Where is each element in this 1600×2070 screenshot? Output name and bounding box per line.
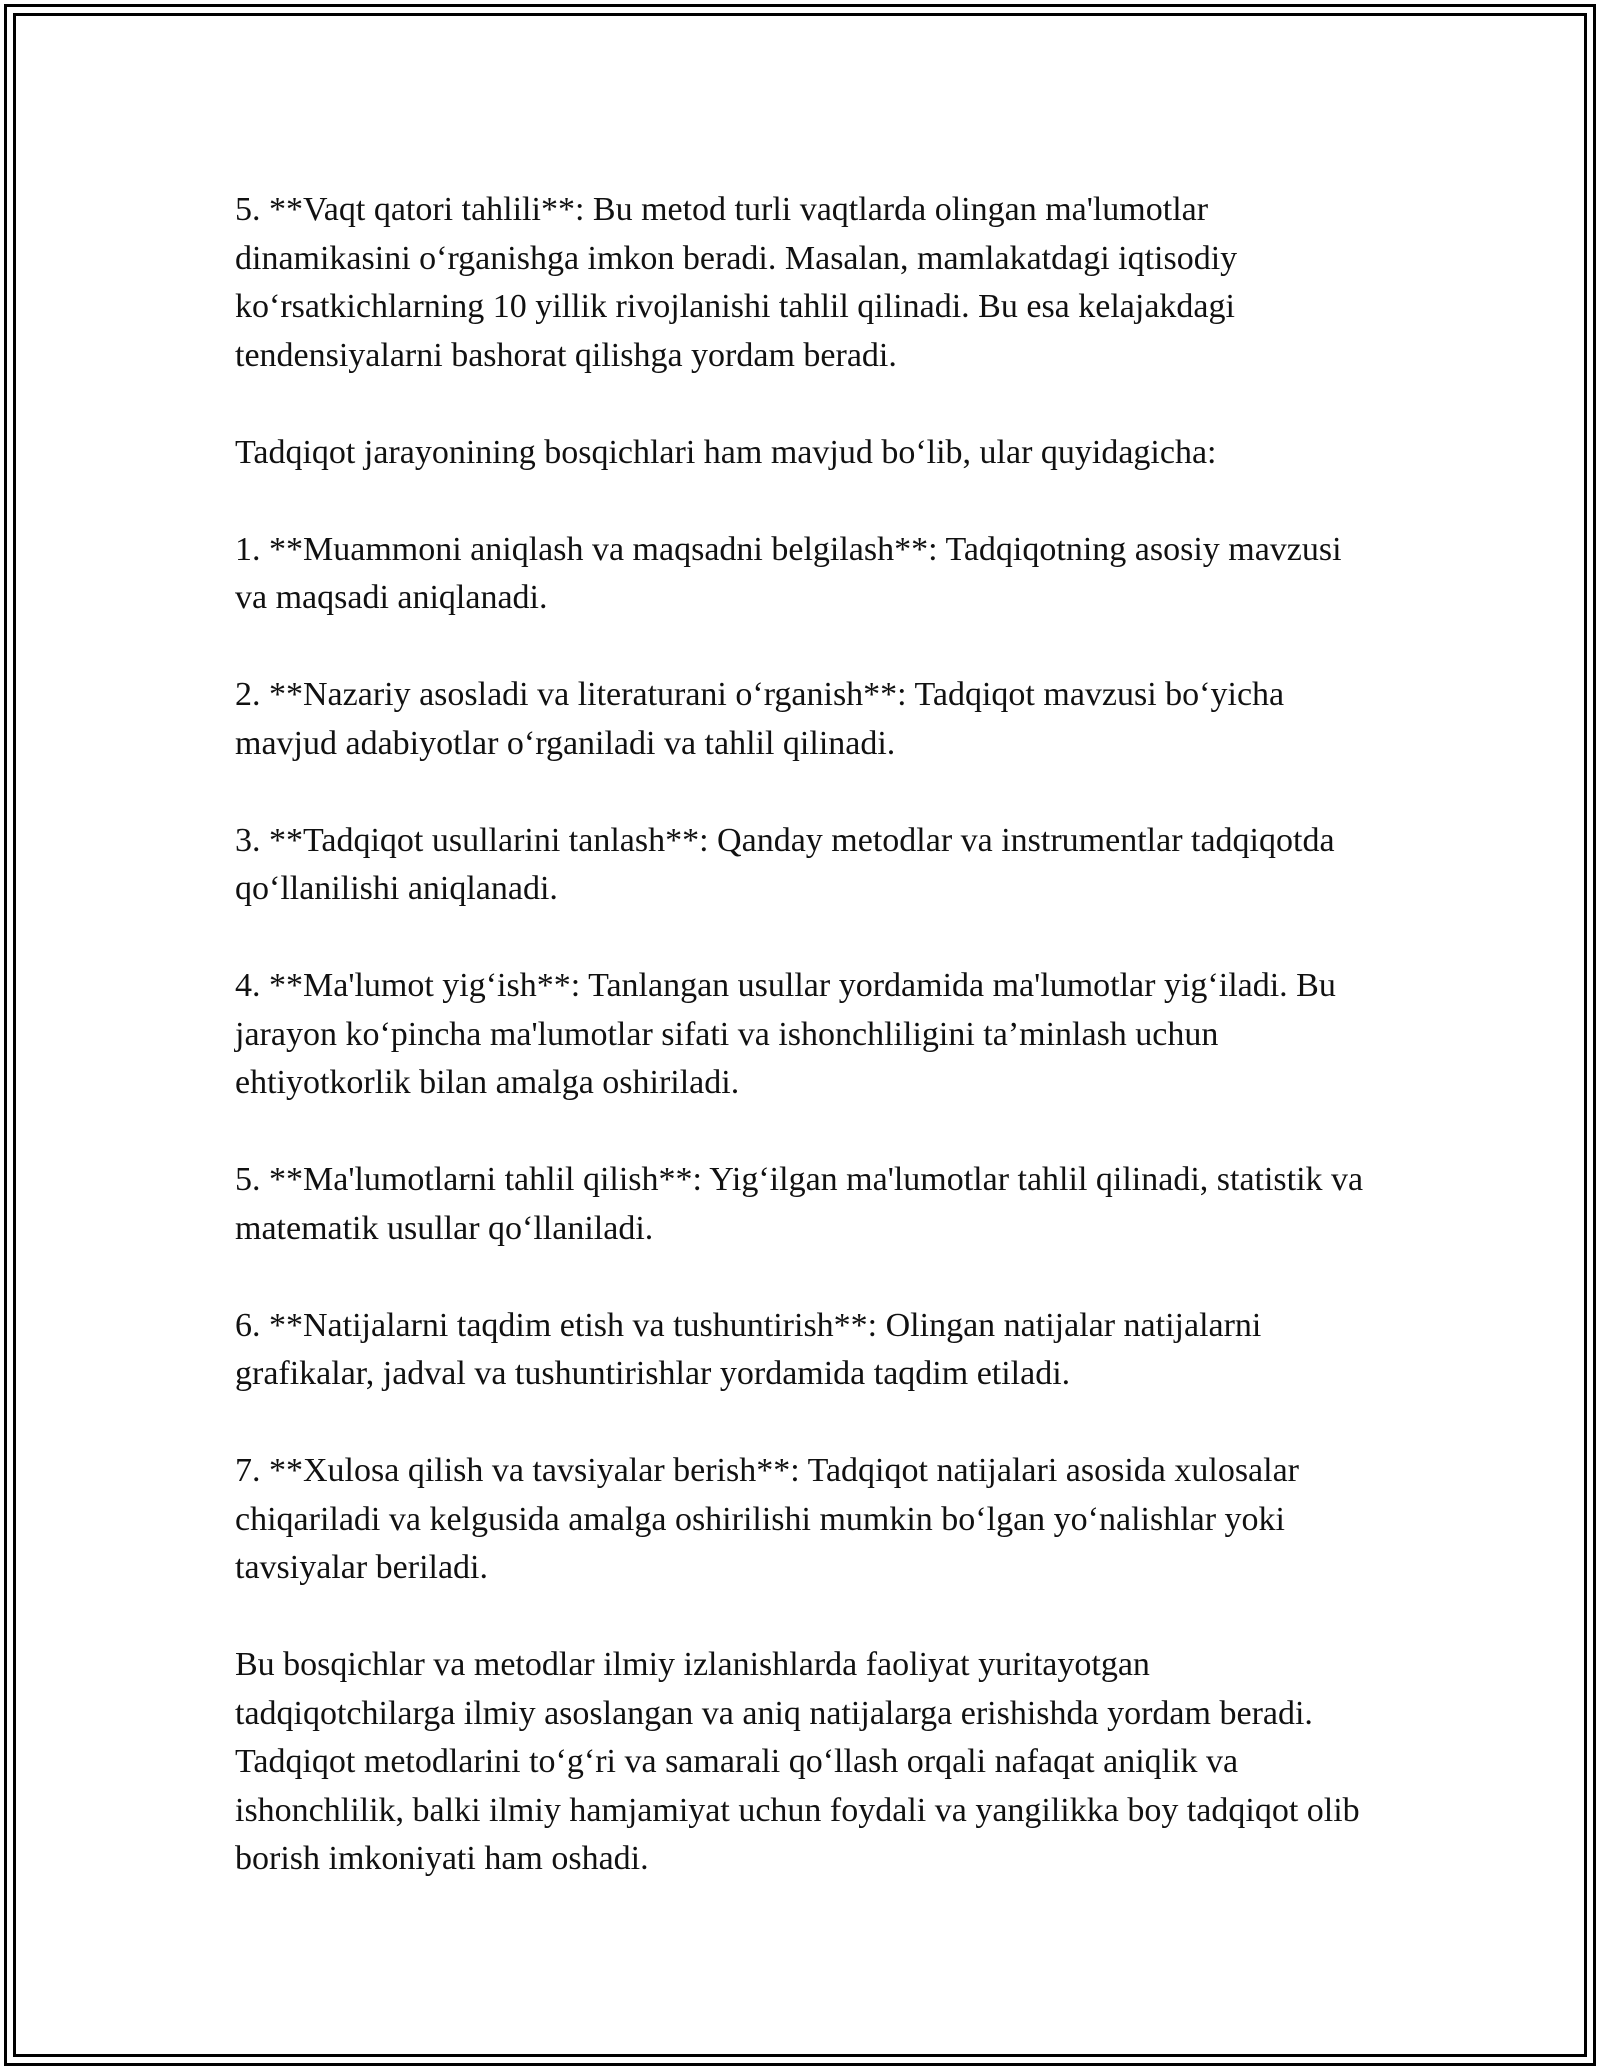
- paragraph-step-3: 3. **Tadqiqot usullarini tanlash**: Qanday metodlar va instrumentlar tadqiqotda qo‘llanilishi aniqlanadi.: [235, 821, 1335, 907]
- paragraph-step-5: 5. **Ma'lumotlarni tahlil qilish**: Yig‘ilgan ma'lumotlar tahlil qilinadi, statistik va matematik usullar qo‘llaniladi.: [235, 1161, 1364, 1247]
- paragraph-step-2: 2. **Nazariy asosladi va literaturani o‘rganish**: Tadqiqot mavzusi bo‘yicha mavjud adabiyotlar o‘rganiladi va tahlil qilinadi.: [235, 676, 1285, 762]
- paragraph-step-6: 6. **Natijalarni taqdim etish va tushuntirish**: Olingan natijalar natijalarni grafikalar, jadval va tushuntirishlar yordamida taqdim etiladi.: [235, 1306, 1262, 1392]
- paragraph-step-4: 4. **Ma'lumot yig‘ish**: Tanlangan usullar yordamida ma'lumotlar yig‘iladi. Bu jarayon ko‘pincha ma'lumotlar sifati va ishonchliligini ta’minlash uchun ehtiyotkorlik bilan amalga oshiriladi.: [235, 967, 1336, 1101]
- paragraph-step-7: 7. **Xulosa qilish va tavsiyalar berish**: Tadqiqot natijalari asosida xulosalar chiqariladi va kelgusida amalga oshirilishi mumkin bo‘lgan yo‘nalishlar yoki tavsiyalar beriladi.: [235, 1452, 1299, 1586]
- paragraph-step-1: 1. **Muammoni aniqlash va maqsadni belgilash**: Tadqiqotning asosiy mavzusi va maqsadi aniqlanadi.: [235, 530, 1342, 616]
- paragraph-research-stages-intro: Tadqiqot jarayonining bosqichlari ham mavjud bo‘lib, ular quyidagicha:: [235, 433, 1217, 471]
- paragraph-time-series-analysis: 5. **Vaqt qatori tahlili**: Bu metod turli vaqtlarda olingan ma'lumotlar dinamikasini o‘rganishga imkon beradi. Masalan, mamlakatdagi iqtisodiy ko‘rsatkichlarning 10 yillik rivojlanishi tahlil qilinadi. Bu esa kelajakdagi tendensiyalarni bashorat qilishga yordam beradi.: [235, 191, 1238, 374]
- paragraph-conclusion: Bu bosqichlar va metodlar ilmiy izlanishlarda faoliyat yuritayotgan tadqiqotchilarga ilmiy asoslangan va aniq natijalarga erishishda yordam beradi. Tadqiqot metodlarini to‘g‘ri va samarali qo‘llash orqali nafaqat aniqlik va ishonchlilik, balki ilmiy hamjamiyat uchun foydali va yangilikka boy tadqiqot olib borish imkoniyati ham oshadi.: [235, 1646, 1360, 1877]
- document-body: [235, 186, 1365, 1884]
